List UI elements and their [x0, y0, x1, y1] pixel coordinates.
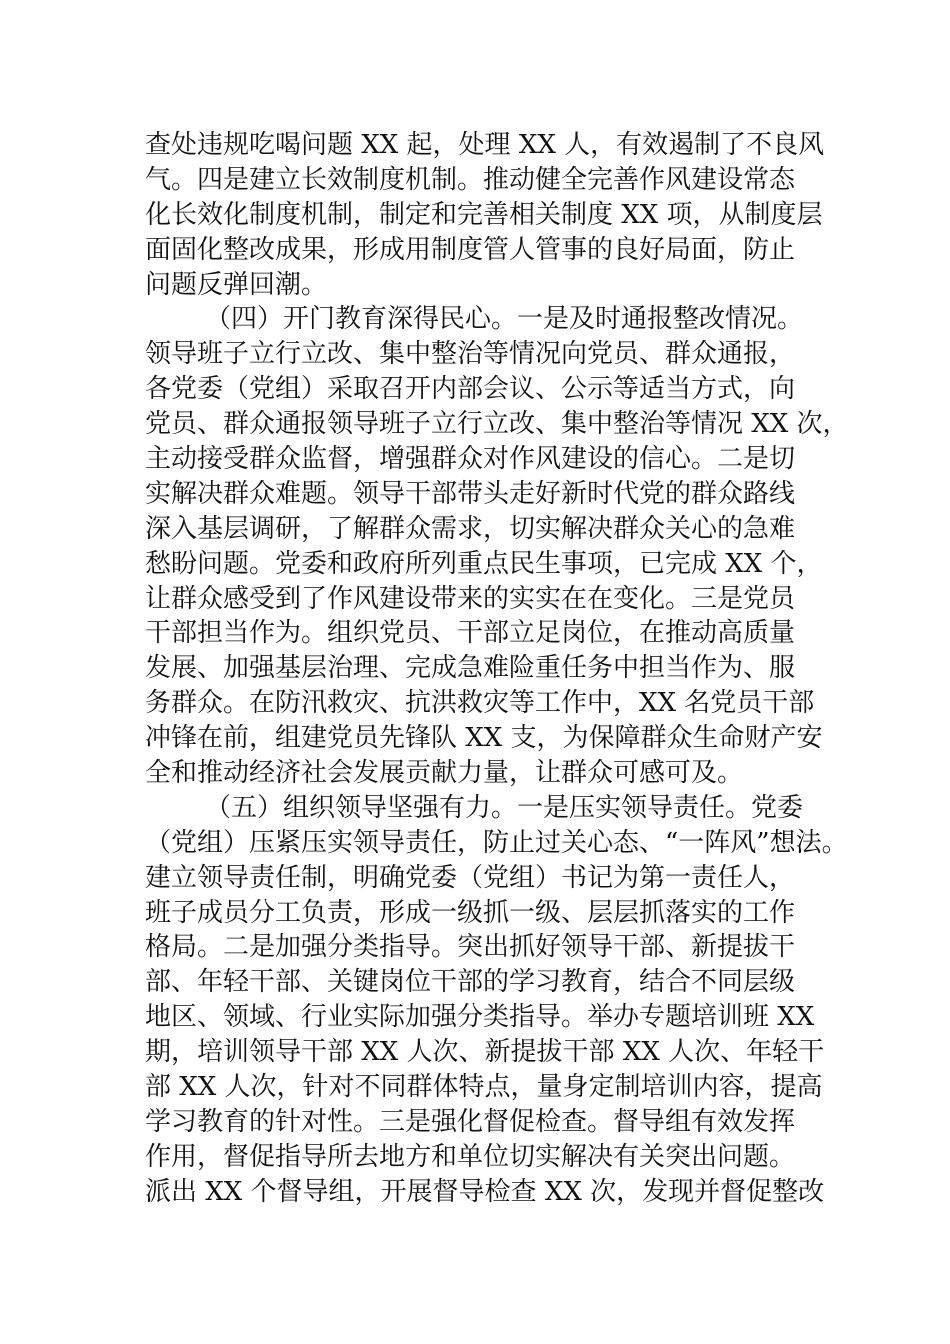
- text-line: 让群众感受到了作风建设带来的实实在在变化。三是党员: [145, 583, 796, 614]
- text-line: 班子成员分工负责，形成一级抓一级、层层抓落实的工作: [145, 897, 796, 928]
- text-line: 作用，督促指导所去地方和单位切实解决有关突出问题。: [145, 1141, 796, 1172]
- text-line: 气。四是建立长效制度机制。推动健全完善作风建设常态: [145, 164, 796, 195]
- text-line: 期，培训领导干部 XX 人次、新提拔干部 XX 人次、年轻干: [145, 1037, 825, 1068]
- text-line: 建立领导责任制，明确党委（党组）书记为第一责任人，: [145, 862, 796, 893]
- text-line: 领导班子立行立改、集中整治等情况向党员、群众通报，: [145, 339, 796, 370]
- text-line: 发展、加强基层治理、完成急难险重任务中担当作为、服: [145, 653, 796, 684]
- text-line: 各党委（党组）采取召开内部会议、公示等适当方式，向: [145, 374, 796, 405]
- text-line: 党员、群众通报领导班子立行立改、集中整治等情况 XX 次，: [145, 409, 849, 440]
- text-line: 格局。二是加强分类指导。突出抓好领导干部、新提拔干: [145, 932, 796, 963]
- text-line: 查处违规吃喝问题 XX 起，处理 XX 人，有效遏制了不良风: [145, 130, 825, 160]
- document-body: [145, 128, 849, 1210]
- section-heading-line: （五）组织领导坚强有力。一是压实领导责任。党委: [205, 792, 804, 823]
- text-line: （党组）压紧压实领导责任，防止过关心态、“一阵风”想法。: [145, 827, 848, 858]
- text-line: 化长效化制度机制，制定和完善相关制度 XX 项，从制度层: [145, 199, 823, 230]
- text-line: 全和推动经济社会发展贡献力量，让群众可感可及。: [145, 758, 744, 789]
- text-line: 地区、领域、行业实际加强分类指导。举办专题培训班 XX: [145, 1002, 815, 1033]
- text-line: 部 XX 人次，针对不同群体特点，量身定制培训内容，提高: [145, 1072, 823, 1103]
- text-line: 冲锋在前，组建党员先锋队 XX 支，为保障群众生命财产安: [145, 723, 823, 754]
- text-line: 问题反弹回潮。: [145, 269, 328, 300]
- section-heading-line: （四）开门教育深得民心。一是及时通报整改情况。: [205, 304, 804, 335]
- text-line: 深入基层调研，了解群众需求，切实解决群众关心的急难: [145, 513, 796, 544]
- text-line: 愁盼问题。党委和政府所列重点民生事项，已完成 XX 个，: [145, 548, 823, 579]
- text-line: 干部担当作为。组织党员、干部立足岗位，在推动高质量: [145, 618, 796, 649]
- text-line: 实解决群众难题。领导干部带头走好新时代党的群众路线: [145, 478, 796, 509]
- text-line: 学习教育的针对性。三是强化督促检查。督导组有效发挥: [145, 1106, 796, 1137]
- text-line: 面固化整改成果，形成用制度管人管事的良好局面，防止: [145, 234, 796, 265]
- text-line: 务群众。在防汛救灾、抗洪救灾等工作中，XX 名党员干部: [145, 688, 815, 719]
- text-line: 主动接受群众监督，增强群众对作风建设的信心。二是切: [145, 444, 796, 475]
- text-line: 部、年轻干部、关键岗位干部的学习教育，结合不同层级: [145, 967, 796, 998]
- text-line: 派出 XX 个督导组，开展督导检查 XX 次，发现并督促整改: [145, 1176, 825, 1207]
